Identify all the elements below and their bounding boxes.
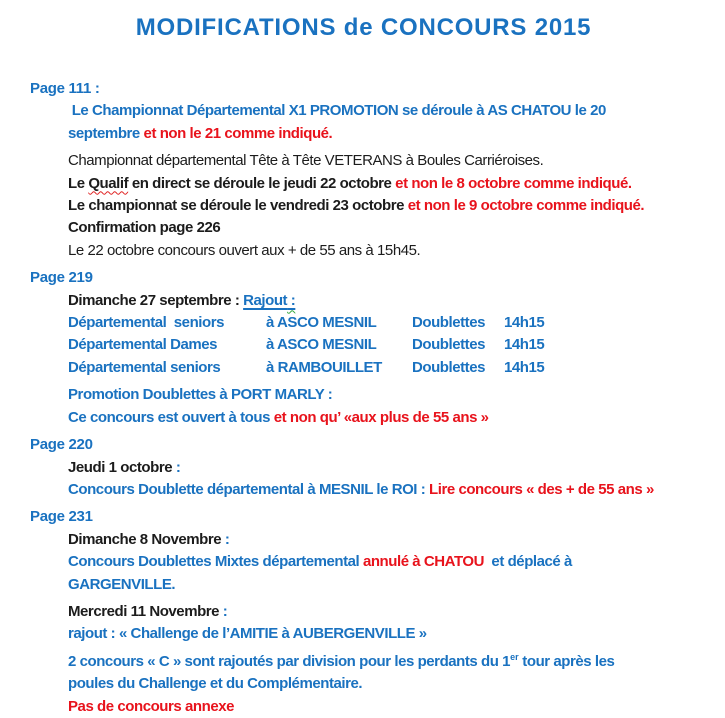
text-line (68, 623, 697, 645)
text-span: Championnat départemental Tête à Tête VETERANS à Boules Carriéroises. (68, 152, 544, 170)
text-span: Le Championnat Départemental X1 PROMOTION se déroule à AS CHATOU le 20 (68, 102, 606, 120)
grammar-squiggle: : (287, 291, 296, 309)
text-span: Mercredi 11 Novembre (68, 602, 223, 620)
page-header (30, 434, 697, 456)
page-header (30, 506, 697, 528)
schedule-cell: à ASCO MESNIL (266, 336, 377, 354)
text-span: Le championnat se déroule le vendredi 23 octobre (68, 197, 408, 215)
text-span: Rajout (243, 291, 288, 309)
schedule-row (68, 312, 697, 334)
text-span: Confirmation page 226 (68, 219, 221, 237)
text-line (68, 457, 697, 479)
paragraph (68, 529, 697, 596)
text-span: : (175, 458, 181, 476)
schedule-cell: Doublettes (412, 336, 486, 354)
text-line (68, 673, 697, 695)
schedule-cell: Départemental seniors (68, 314, 224, 332)
text-span: : (222, 602, 228, 620)
page-header (30, 267, 697, 289)
text-span: Le (68, 174, 89, 192)
text-span: Concours Doublettes Mixtes départemental (68, 553, 363, 571)
page-title: MODIFICATIONS de CONCOURS 2015 (135, 14, 592, 41)
text-line (68, 646, 697, 673)
page-header (30, 78, 697, 100)
text-span: Jeudi 1 octobre (68, 458, 176, 476)
text-span: er (510, 651, 519, 662)
text-line (68, 601, 697, 623)
paragraph (68, 150, 697, 262)
text-span: et non le 21 comme indiqué. (143, 124, 333, 142)
text-line (68, 173, 697, 195)
text-line (68, 217, 697, 239)
schedule-cell: Départemental Dames (68, 336, 218, 354)
text-span: et non qu’ «aux plus de 55 ans » (273, 408, 489, 426)
text-line (68, 529, 697, 551)
schedule-row (68, 357, 697, 379)
text-line (68, 384, 697, 406)
text-line (68, 100, 697, 122)
text-span: rajout : « Challenge de l’AMITIE à AUBERGENVILLE » (68, 625, 427, 643)
paragraph (68, 601, 697, 718)
text-line (68, 574, 697, 596)
text-line (68, 551, 697, 573)
text-span: Page 220 (30, 436, 93, 454)
schedule-cell: 14h15 (504, 336, 545, 354)
text-span: Page 111 : (30, 80, 100, 97)
schedule-cell: 14h15 (504, 314, 545, 332)
text-span: GARGENVILLE. (68, 575, 176, 593)
text-span: et non le 8 octobre comme indiqué. (395, 174, 632, 192)
document-content (30, 78, 697, 718)
paragraph (68, 384, 697, 429)
text-span: Page 231 (30, 508, 93, 526)
text-span: Dimanche 27 septembre : (68, 291, 244, 309)
text-span: 2 concours « C » sont rajoutés par division pour les perdants du 1 (68, 652, 511, 670)
text-span: Concours Doublette départemental à MESNIL le ROI : (68, 480, 430, 498)
text-line (68, 290, 697, 312)
text-line (68, 696, 697, 718)
schedule-cell: 14h15 (504, 358, 545, 376)
spellcheck-squiggle: Qualif (88, 174, 129, 192)
text-line (68, 240, 697, 262)
text-span: Lire concours « des + de 55 ans » (429, 480, 654, 498)
text-span: et non le 9 octobre comme indiqué. (407, 197, 645, 215)
paragraph (68, 100, 697, 145)
text-span: Pas de concours annexe (68, 697, 235, 715)
schedule-cell: à ASCO MESNIL (266, 314, 377, 332)
paragraph (68, 290, 697, 312)
text-span: en direct se déroule le jeudi 22 octobre (128, 174, 396, 192)
text-span: Le 22 octobre concours ouvert aux + de 55 ans à 15h45. (68, 241, 421, 259)
text-span: Dimanche 8 Novembre (68, 530, 225, 548)
text-line (68, 195, 697, 217)
schedule-cell: Doublettes (412, 358, 486, 376)
text-span: Ce concours est ouvert à tous (68, 408, 274, 426)
text-line (68, 150, 697, 172)
schedule-table (68, 312, 697, 379)
text-span: annulé à CHATOU (362, 553, 484, 571)
text-span: Promotion Doublettes à PORT MARLY : (68, 386, 333, 404)
text-line (68, 407, 697, 429)
text-line (68, 123, 697, 145)
text-span: : (224, 530, 230, 548)
text-span: Page 219 (30, 269, 93, 287)
schedule-cell: Départemental seniors (68, 358, 221, 376)
text-span (287, 292, 295, 309)
paragraph (68, 457, 697, 502)
text-span: septembre (68, 124, 144, 142)
schedule-row (68, 334, 697, 356)
text-line (68, 479, 697, 501)
schedule-cell: à RAMBOUILLET (266, 358, 382, 376)
text-span: tour après les (518, 652, 615, 670)
text-span: et déplacé à (484, 553, 572, 571)
text-span: poules du Challenge et du Complémentaire. (68, 675, 363, 693)
schedule-cell: Doublettes (412, 314, 486, 332)
